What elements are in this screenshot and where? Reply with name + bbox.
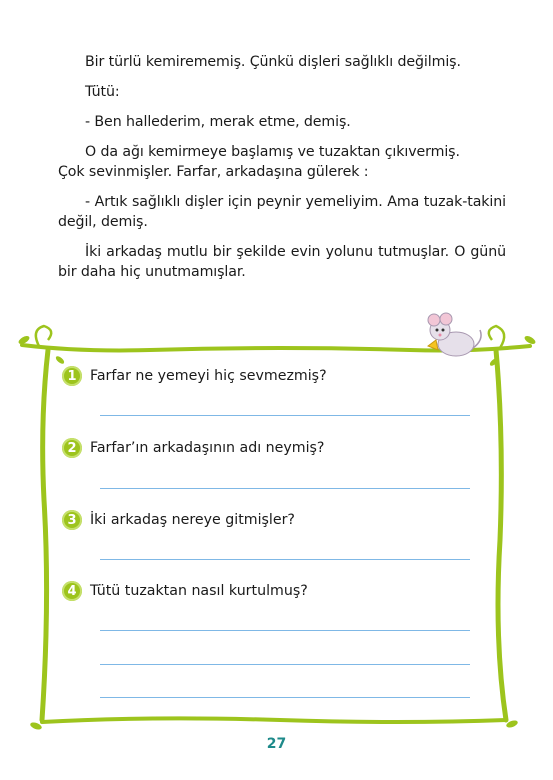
story-paragraph: İki arkadaş mutlu bir şekilde evin yolunu tutmuşlar. O günü bir daha hiç unutmamışlar. xyxy=(58,244,506,280)
question-3 xyxy=(62,510,295,530)
story-paragraph: - Artık sağlıklı dişler için peynir yemeliyim. Ama tuzak-takini değil, demiş. xyxy=(58,194,506,230)
question-text: İki arkadaş nereye gitmişler? xyxy=(90,512,295,528)
story-paragraph: Bir türlü kemirememiş. Çünkü dişleri sağlıklı değilmiş. xyxy=(85,54,461,70)
mouse-with-cheese-icon xyxy=(418,310,488,360)
story-paragraph: Çok sevinmişler. Farfar, arkadaşına gülerek : xyxy=(58,164,369,180)
question-2 xyxy=(62,438,324,458)
story-paragraph: Tütü: xyxy=(85,84,120,100)
story-paragraph: O da ağı kemirmeye başlamış ve tuzaktan çıkıvermiş. xyxy=(85,144,460,160)
answer-line[interactable] xyxy=(100,559,470,560)
question-number-badge: 1 xyxy=(62,366,82,386)
question-text: Tütü tuzaktan nasıl kurtulmuş? xyxy=(90,583,308,599)
question-text: Farfar ne yemeyi hiç sevmezmiş? xyxy=(90,368,327,384)
question-1 xyxy=(62,366,327,386)
question-text: Farfar’ın arkadaşının adı neymiş? xyxy=(90,440,325,456)
question-number-badge: 2 xyxy=(62,438,82,458)
question-number-badge: 4 xyxy=(62,581,82,601)
answer-line[interactable] xyxy=(100,415,470,416)
story-paragraph: - Ben hallederim, merak etme, demiş. xyxy=(85,114,351,130)
answer-line[interactable] xyxy=(100,664,470,665)
answer-line[interactable] xyxy=(100,697,470,698)
question-number-badge: 3 xyxy=(62,510,82,530)
answer-line[interactable] xyxy=(100,630,470,631)
question-4 xyxy=(62,581,308,601)
page-number: 27 xyxy=(266,736,287,752)
answer-line[interactable] xyxy=(100,488,470,489)
